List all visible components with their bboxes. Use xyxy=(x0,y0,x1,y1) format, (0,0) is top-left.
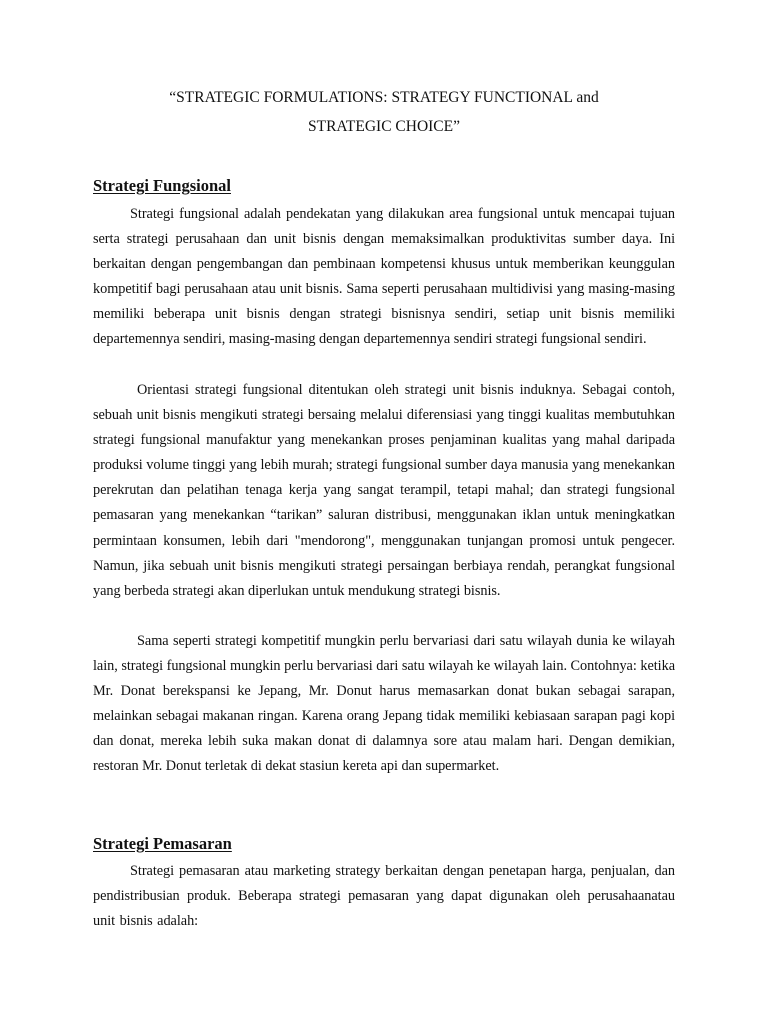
paragraph-strategi-fungsional-3: Sama seperti strategi kompetitif mungkin perlu bervariasi dari satu wilayah dunia ke wilayah lain, strategi fungsional mungkin perlu bervariasi dari satu wilayah ke wilayah lain. Contohnya: ketika Mr. Donat berekspansi ke Jepang, Mr. Donut harus memasarkan donat bukan sebagai sarapan, melainkan sebagai makanan ringan. Karena orang Jepang tidak memiliki kebiasaan sarapan pagi kopi dan donat, mereka lebih suka makan donat di dalamnya sore atau malam hari. Dengan demikian, restoran Mr. Donut terletak di dekat stasiun kereta api dan supermarket. xyxy=(93,633,675,775)
document-title-line-2: STRATEGIC CHOICE” xyxy=(308,118,460,135)
document-title-line-1: “STRATEGIC FORMULATIONS: STRATEGY FUNCTIONAL and xyxy=(169,89,599,106)
paragraph-strategi-fungsional-2: Orientasi strategi fungsional ditentukan oleh strategi unit bisnis induknya. Sebagai contoh, sebuah unit bisnis mengikuti strategi bersaing melalui diferensiasi yang tinggi kualitas membutuhkan strategi fungsional manufaktur yang menekankan proses penjaminan kualitas yang mahal daripada produksi volume tinggi yang lebih murah; strategi fungsional sumber daya manusia yang menekankan perekrutan dan pelatihan tenaga kerja yang sangat terampil, tetapi mahal; dan strategi fungsional pemasaran yang menekankan “tarikan” saluran distribusi, menggunakan iklan untuk meningkatkan permintaan konsumen, lebih dari "mendorong", menggunakan tunjangan promosi untuk pengecer. Namun, jika sebuah unit bisnis mengikuti strategi persaingan berbiaya rendah, perangkat fungsional yang berbeda strategi akan diperlukan untuk mendukung strategi bisnis. xyxy=(93,382,675,599)
section-heading-strategi-pemasaran: Strategi Pemasaran xyxy=(93,834,232,853)
section-heading-strategi-fungsional: Strategi Fungsional xyxy=(93,176,231,195)
paragraph-strategi-pemasaran-1: Strategi pemasaran atau marketing strategy berkaitan dengan penetapan harga, penjualan, dan pendistribusian produk. Beberapa strategi pemasaran yang dapat digunakan oleh perusahaanatau unit bisnis adalah: xyxy=(93,863,675,930)
paragraph-strategi-fungsional-1: Strategi fungsional adalah pendekatan yang dilakukan area fungsional untuk mencapai tujuan serta strategi perusahaan dan unit bisnis dengan memaksimalkan produktivitas sumber daya. Ini berkaitan dengan pengembangan dan pembinaan kompetensi khusus untuk memberikan keunggulan kompetitif bagi perusahaan atau unit bisnis. Sama seperti perusahaan multidivisi yang masing-masing memiliki beberapa unit bisnis dengan strategi bisnisnya sendiri, setiap unit bisnis memiliki departemennya sendiri, masing-masing dengan departemennya sendiri strategi fungsional sendiri. xyxy=(93,206,675,348)
